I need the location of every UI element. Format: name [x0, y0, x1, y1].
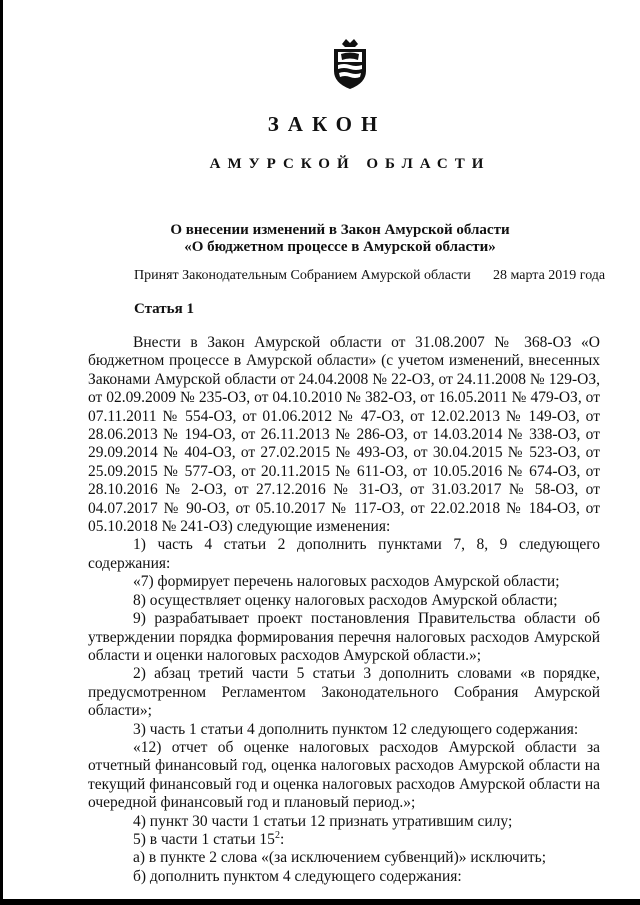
body-paragraph: а) в пункте 2 слова «(за исключением субвенций)» исключить; [133, 849, 547, 867]
body-paragraph: «7) формирует перечень налоговых расходов Амурской области; [133, 573, 560, 591]
body-paragraph: 9) разрабатывает проект постановления Правительства области об утверждении порядка формирования перечня налоговых расходов Амурской области и оценки налоговых расходов Амурской области.»; [88, 610, 600, 664]
law-subtitle [0, 222, 640, 256]
body-paragraph: 1) часть 4 статьи 2 дополнить пунктами 7, 8, 9 следующего содержания: [88, 536, 600, 572]
item5-text: 5) в части 1 статьи 15 [133, 830, 275, 848]
scan-bottom-edge [0, 899, 640, 905]
item5-superscript: 2 [274, 829, 280, 841]
body-paragraph-item5 [88, 831, 600, 849]
document-title: ЗАКОН [267, 112, 387, 136]
region-title: АМУРСКОЙ ОБЛАСТИ [209, 156, 491, 172]
body-paragraph: «12) отчет об оценке налоговых расходов Амурской области за отчетный финансовый год, оценка налоговых расходов Амурской области на текущий финансовый год и оценка налоговых расходов Амурской области на очередной финансовый год и плановый период.»; [88, 738, 600, 812]
adopted-by: Принят Законодательным Собранием Амурской области [134, 268, 471, 283]
article-body [88, 334, 600, 886]
adopted-date: 28 марта 2019 года [493, 268, 606, 283]
body-paragraph: 3) часть 1 статьи 4 дополнить пунктом 12 следующего содержания: [133, 720, 579, 738]
coat-of-arms-icon [328, 38, 372, 90]
body-paragraph: Внести в Закон Амурской области от 31.08.2007 № 368-ОЗ «О бюджетном процессе в Амурской области» (с учетом изменений, внесенных Законами Амурской области от 24.04.2008 № 22-ОЗ, от 24.11.2008 № 129-ОЗ, от 02.09.2009 № 235-ОЗ, от 04.10.2010 № 382-ОЗ, от 16.05.2011 № 479-ОЗ, от 07.11.2011 № 554-ОЗ, от 01.06.2012 № 47-ОЗ, от 12.02.2013 № 149-ОЗ, от 28.06.2013 № 194-ОЗ, от 26.11.2013 № 286-ОЗ, от 14.03.2014 № 338-ОЗ, от 29.09.2014 № 404-ОЗ, от 27.02.2015 № 493-ОЗ, от 30.04.2015 № 523-ОЗ, от 25.09.2015 № 577-ОЗ, от 20.11.2015 № 611-ОЗ, от 10.05.2016 № 674-ОЗ, от 28.10.2016 № 2-ОЗ, от 27.12.2016 № 31-ОЗ, от 31.03.2017 № 58-ОЗ, от 04.07.2017 № 90-ОЗ, от 05.10.2017 № 117-ОЗ, от 22.02.2018 № 184-ОЗ, от 05.10.2018 № 241-ОЗ) следующие изменения: [88, 334, 600, 536]
body-paragraph: б) дополнить пунктом 4 следующего содержания: [133, 867, 462, 885]
subtitle-line-2: «О бюджетном процессе в Амурской области» [184, 239, 496, 255]
article-heading: Статья 1 [134, 301, 194, 317]
item5-tail: : [279, 830, 285, 848]
body-paragraph: 4) пункт 30 части 1 статьи 12 признать утратившим силу; [133, 812, 513, 830]
body-paragraph: 8) осуществляет оценку налоговых расходов Амурской области; [133, 591, 558, 609]
subtitle-line-1: О внесении изменений в Закон Амурской области [170, 222, 510, 238]
body-paragraph: 2) абзац третий части 5 статьи 3 дополнить словами «в порядке, предусмотренном Регламентом Законодательного Собрания Амурской области»; [88, 665, 600, 720]
